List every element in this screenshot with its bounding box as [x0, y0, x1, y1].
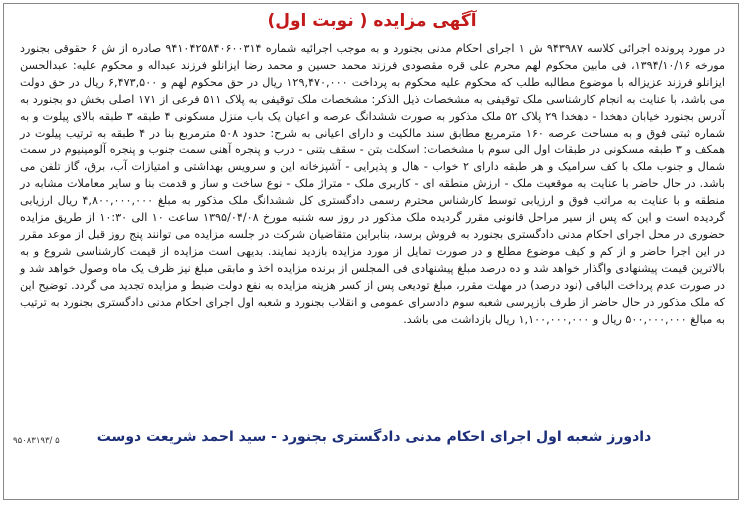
- notice-body: در مورد پرونده اجرائی کلاسه ۹۴۳۹۸۷ ش ۱ اجرای احکام مدنی بجنورد و به موجب اجرائیه شماره ۹۴۱۰۴۲۵۸۴۰۶۰۰۳۱۴ صادره از ش ۶ حقوقی بجنورد مورخه ۱۳۹۴/۱۰/۱۶، فی مابین محکوم لهم محرم علی قره مقصودی فرزند محمد حسین و محمد رضا ایزانلو فرزند عبداله و محکوم علیه: عبدالحسن ایزانلو فرزند عزیزاله با موضوع مطالبه طلب که محکوم علیه محکوم به پرداخت ۱۲۹,۴۷۰,۰۰۰ ریال در حق محکوم لهم و ۶,۴۷۳,۵۰۰ ریال در حق دولت می باشد، با عنایت به انجام کارشناسی ملک توقیفی به مشخصات ذیل الذکر: مشخصات ملک توقیفی به پلاک ۵۱۱ فرعی از ۱۷۱ اصلی بخش دو بجنورد به آدرس بجنورد خیابان دهخدا - دهخدا ۲۹ پلاک ۵۲ ملک مذکور به صورت ششدانگ عرصه و اعیان یک باب منزل مسکونی ۴ طبقه ۳ طبقه بالای پیلوت و به شماره ثبتی فوق و به مساحت عرصه ۱۶۰ مترمربع مطابق سند مالکیت و دارای اعیانی به شرح: حدود ۵۰۸ مترمربع بنا در ۴ طبقه به ترتیب پیلوت در همکف و ۳ طبقه مسکونی در طبقات اول الی سوم با مشخصات: اسکلت بتن - سقف بتنی - درب و پنجره آهنی سمت جنوب و پنجره آلومینیوم در سمت شمال و جنوب ملک با کف سرامیک و هر طبقه دارای ۲ خواب - هال و پذیرایی - آشپزخانه این و سرویس بهداشتی و امتیازات آب، برق، گاز تلفن می باشد. در حال حاضر با عنایت به موقعیت ملک - ارزش منطقه ای - کاربری ملک - متراژ ملک - نوع ساخت و ساز و قدمت بنا و سایر معاملات مشابه در منطقه و با عنایت به مراتب فوق و ارزیابی توسط کارشناس محترم رسمی دادگستری کل ششدانگ ملک مذکور به مبلغ ۴,۸۰۰,۰۰۰,۰۰۰ ریال ارزیابی گردیده است و این که پس از سیر مراحل قانونی مقرر گردیده ملک مذکور در روز سه شنبه مورخ ۱۳۹۵/۰۴/۰۸ ساعت ۱۰ الی ۱۰:۳۰ از طریق مزایده حضوری در محل اجرای احکام مدنی دادگستری بجنورد به فروش برسد، بنابراین متقاضیان شرکت در جلسه مزایده می توانند پنج روز قبل از موعد مقرر در این اجرا حاضر و از کم و کیف موضوع مطلع و در صورت تمایل از مورد مزایده بازدید نمایند. بدیهی است مزایده از قیمت کارشناسی شروع و به بالاترین قیمت پیشنهادی واگذار خواهد شد و ده درصد مبلغ پیشنهادی فی المجلس از برنده مزایده اخذ و مابقی مبلغ نیز ظرف یک ماه وصول خواهد شد و در صورت عدم پرداخت الباقی (نود درصد) در مهلت مقرر، مبلغ تودیعی پس از کسر هزینه مزایده به نفع دولت ضبط و مزایده تجدید می گردد. توضیح این که ملک مذکور در حال حاضر از طرف بازپرسی شعبه سوم دادسرای عمومی و انقلاب بجنورد و شعبه اول اجرای احکام مدنی دادگستری بجنورد به ترتیب به مبالغ ۵۰۰,۰۰۰,۰۰۰ ریال و ۱,۱۰۰,۰۰۰,۰۰۰ ریال بازداشت می باشد.: [20, 42, 726, 326]
- reference-number: ۹۵۰۸۳۱۹۳/ ۵: [13, 436, 60, 446]
- auction-notice: [3, 3, 739, 500]
- signature-line: دادورز شعبه اول اجرای احکام مدنی دادگستری بجنورد - سید احمد شریعت دوست: [96, 429, 652, 445]
- notice-title: آگهی مزایده ( نوبت اول): [250, 8, 494, 33]
